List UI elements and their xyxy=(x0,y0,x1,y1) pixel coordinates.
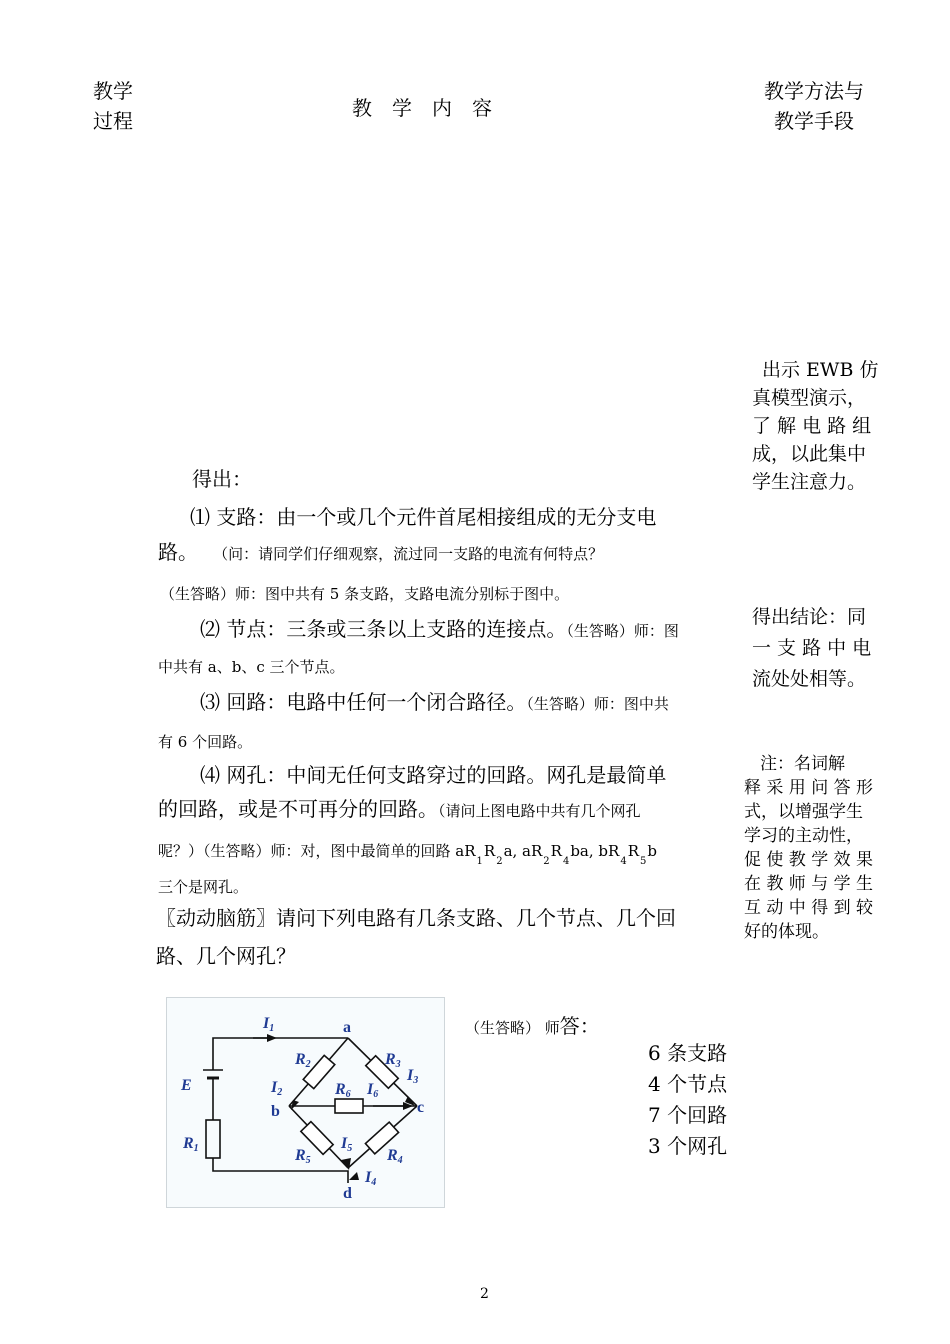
answer-list xyxy=(648,1038,727,1162)
header-methods xyxy=(758,76,870,136)
label-node-b: b xyxy=(271,1103,280,1120)
item4-line2-note: （请问上图电路中共有几个网孔 xyxy=(438,802,641,820)
side-note-line: 在 教 师 与 学 生 xyxy=(744,874,874,894)
header-content: 教 学 内 容 xyxy=(352,96,492,120)
intro-text: 得出： xyxy=(192,467,252,491)
label-e: E xyxy=(181,1077,192,1094)
mesh-text: R xyxy=(550,842,562,860)
side-note-line: 了 解 电 路 组 xyxy=(752,415,872,437)
side-note-conclusion xyxy=(752,602,882,695)
page-number: 2 xyxy=(480,1286,489,1302)
circuit-diagram xyxy=(166,997,445,1208)
mesh-text: 呢？）（生答略）师：对，图中最简单的回路 aR xyxy=(158,842,476,860)
side-note-line: 出示 EWB 仿 xyxy=(762,359,879,381)
item3-line2: 有 6 个回路。 xyxy=(158,733,253,751)
item2-note: （生答略）师：图 xyxy=(566,622,679,640)
item4-line1: ⑷ 网孔：中间无任何支路穿过的回路。网孔是最简单 xyxy=(200,763,667,787)
label-node-a: a xyxy=(343,1019,351,1036)
wire-bottom xyxy=(213,1158,348,1183)
label-r1: R1 xyxy=(183,1135,199,1154)
label-i6: I6 xyxy=(367,1081,379,1100)
mesh-text: ba, bR xyxy=(570,842,620,860)
answer-nodes: 4 个节点 xyxy=(648,1072,728,1096)
side-note-ewb xyxy=(752,356,882,496)
side-note-line: 流处处相等。 xyxy=(752,668,867,690)
subscript: 5 xyxy=(639,856,647,867)
item1-tail: 路。 xyxy=(158,540,198,564)
brain-line1: 〖动动脑筋〗请问下列电路有几条支路、几个节点、几个回 xyxy=(156,906,676,930)
side-note-line: 互 动 中 得 到 较 xyxy=(744,898,874,918)
item4-line2-main: 的回路，或是不可再分的回路。 xyxy=(158,797,438,821)
label-node-c: c xyxy=(417,1099,425,1116)
header-process-line2: 过程 xyxy=(93,109,133,133)
label-node-d: d xyxy=(343,1185,352,1202)
answer-branches: 6 条支路 xyxy=(648,1041,728,1065)
resistor-r1 xyxy=(206,1120,220,1158)
label-r6: R6 xyxy=(335,1081,351,1100)
side-note-line: 注：名词解 xyxy=(760,754,845,774)
arrow-i4 xyxy=(349,1172,359,1180)
label-i3: I3 xyxy=(407,1067,419,1086)
mesh-text: b xyxy=(647,842,657,860)
label-r2: R2 xyxy=(295,1051,311,1070)
item3-note: （生答略）师：图中共 xyxy=(526,695,669,713)
label-i1: I1 xyxy=(263,1015,275,1034)
side-note-line: 学生注意力。 xyxy=(752,471,867,493)
subscript: 4 xyxy=(562,856,570,867)
side-note-line: 成，以此集中 xyxy=(752,443,867,465)
label-i5: I5 xyxy=(341,1135,353,1154)
side-note-terms xyxy=(744,752,879,944)
resistor-r5 xyxy=(301,1122,333,1155)
header-methods-line1: 教学方法与 xyxy=(764,79,864,103)
item2-line1 xyxy=(200,617,679,641)
item4-line4: 三个是网孔。 xyxy=(158,878,249,896)
item1-line1: ⑴ 支路：由一个或几个元件首尾相接组成的无分支电 xyxy=(190,505,657,529)
item1-line2 xyxy=(158,540,603,564)
item4-line2 xyxy=(158,797,641,821)
label-r4: R4 xyxy=(387,1147,403,1166)
subscript: 2 xyxy=(496,856,503,867)
item1-question: （问：请同学们仔细观察，流过同一支路的电流有何特点？ xyxy=(213,545,604,563)
item3-main: ⑶ 回路：电路中任何一个闭合路径。 xyxy=(200,690,527,714)
label-i2: I2 xyxy=(271,1079,283,1098)
item2-main: ⑵ 节点：三条或三条以上支路的连接点。 xyxy=(200,617,567,641)
answer-meshes: 3 个网孔 xyxy=(648,1134,728,1158)
subscript: 1 xyxy=(476,856,483,867)
side-note-line: 真模型演示， xyxy=(752,387,867,409)
header-methods-line2: 教学手段 xyxy=(774,109,854,133)
answer-lead-text: （生答略） 师 xyxy=(465,1019,560,1037)
label-r3: R3 xyxy=(385,1051,401,1070)
answer-loops: 7 个回路 xyxy=(648,1103,728,1127)
side-note-line: 释 采 用 问 答 形 xyxy=(744,778,874,798)
circuit-svg xyxy=(167,998,444,1207)
subscript: 4 xyxy=(620,856,627,867)
item3-line1 xyxy=(200,690,669,714)
label-r5: R5 xyxy=(295,1147,311,1166)
brain-line2: 路、几个网孔？ xyxy=(156,944,296,968)
answer-lead xyxy=(465,1014,600,1038)
arrow-i5 xyxy=(341,1158,351,1170)
item1-answer: （生答略）师：图中共有 5 条支路，支路电流分别标于图中。 xyxy=(160,585,570,603)
mesh-text: R xyxy=(627,842,639,860)
side-note-line: 学习的主动性， xyxy=(744,826,863,846)
mesh-text: R xyxy=(483,842,496,860)
header-process xyxy=(93,76,133,136)
item4-line3 xyxy=(158,840,657,867)
side-note-line: 式，以增强学生 xyxy=(744,802,863,822)
item2-line2: 中共有 a、b、c 三个节点。 xyxy=(158,658,345,676)
subscript: 2 xyxy=(543,856,550,867)
side-note-line: 促 使 教 学 效 果 xyxy=(744,850,874,870)
side-note-line: 得出结论：同 xyxy=(752,606,867,628)
resistor-r6 xyxy=(335,1099,363,1113)
header-process-line1: 教学 xyxy=(93,79,133,103)
mesh-text: a, aR xyxy=(503,842,543,860)
label-i4: I4 xyxy=(365,1169,377,1188)
side-note-line: 好的体现。 xyxy=(744,922,829,942)
side-note-line: 一 支 路 中 电 xyxy=(752,637,872,659)
answer-lead-tail: 答： xyxy=(559,1014,600,1038)
